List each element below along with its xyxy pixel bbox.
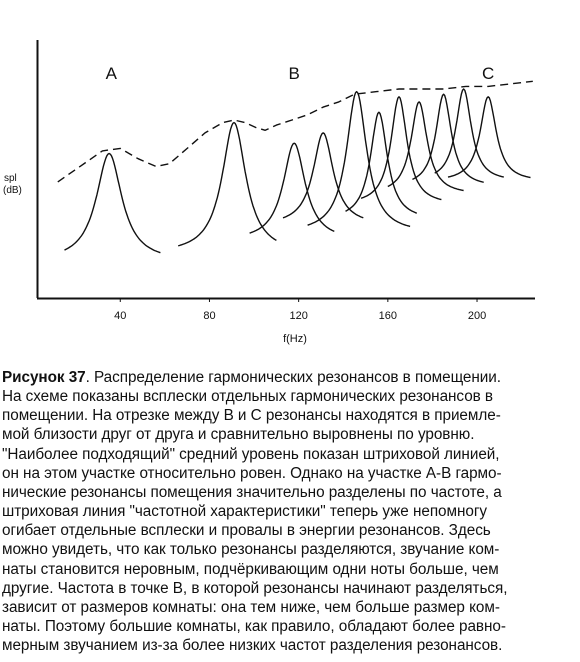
resonance-peak-3 [250, 143, 335, 233]
caption-line: другие. Частота в точке B, в которой резонансы начинают разделяться, [2, 579, 508, 597]
x-tick-label-120: 120 [289, 310, 308, 322]
caption-line: "Наиболее подходящий" средний уровень показан штриховой линией, [2, 445, 500, 463]
caption-line: мой близости друг от друга и сравнительно выровнены по уровню. [2, 426, 475, 444]
caption-line: он на этом участке относительно ровен. Однако на участке A-B гармо- [2, 464, 502, 482]
caption-figure-number: Рисунок 37 [2, 369, 86, 386]
x-tick-label-200: 200 [467, 310, 487, 322]
caption-line: мерным звучанием из-за более низких частот разделения резонансов. [2, 637, 503, 655]
caption-line: Рисунок 37. Распределение гармонических резонансов в помещении. [2, 369, 501, 386]
x-tick-label-160: 160 [378, 310, 398, 322]
point-label-c: C [482, 64, 495, 83]
caption-line: штриховая линия "частотной характеристики" теперь уже непомногу [2, 503, 487, 521]
y-axis-label [3, 173, 22, 196]
caption-line: огибает отдельные всплески и провалы в энергии резонансов. Здесь [2, 522, 491, 540]
caption-line: наты. Поэтому большие комнаты, как правило, обладают более равно- [2, 618, 506, 636]
caption-line: наты становится неровным, подчёркивающим одни ноты больше, чем [2, 560, 499, 578]
x-tick-label-80: 80 [203, 310, 216, 322]
point-label-a: A [105, 64, 118, 83]
caption-line: На схеме показаны всплески отдельных гармонических резонансов в [2, 388, 494, 406]
point-label-b: B [288, 64, 300, 83]
y-axis-label-line-1: spl [4, 173, 17, 184]
y-axis-label-line-2: (dB) [3, 185, 22, 196]
caption-line: зависит от размеров комнаты: она тем ниже, чем больше размер ком- [2, 598, 500, 616]
resonance-peak-1 [65, 154, 161, 253]
x-tick-label-40: 40 [114, 310, 127, 322]
x-axis-label: f(Hz) [283, 333, 307, 345]
caption-line: можно увидеть, что как только резонансы разделяются, звучание ком- [2, 541, 500, 559]
figure-caption [2, 368, 578, 655]
resonance-peak-4 [283, 133, 363, 218]
caption-line: нические резонансы помещения значительно разделены по частоте, а [2, 483, 502, 501]
caption-line: помещении. На отрезке между B и C резонансы находятся в приемле- [2, 407, 501, 425]
